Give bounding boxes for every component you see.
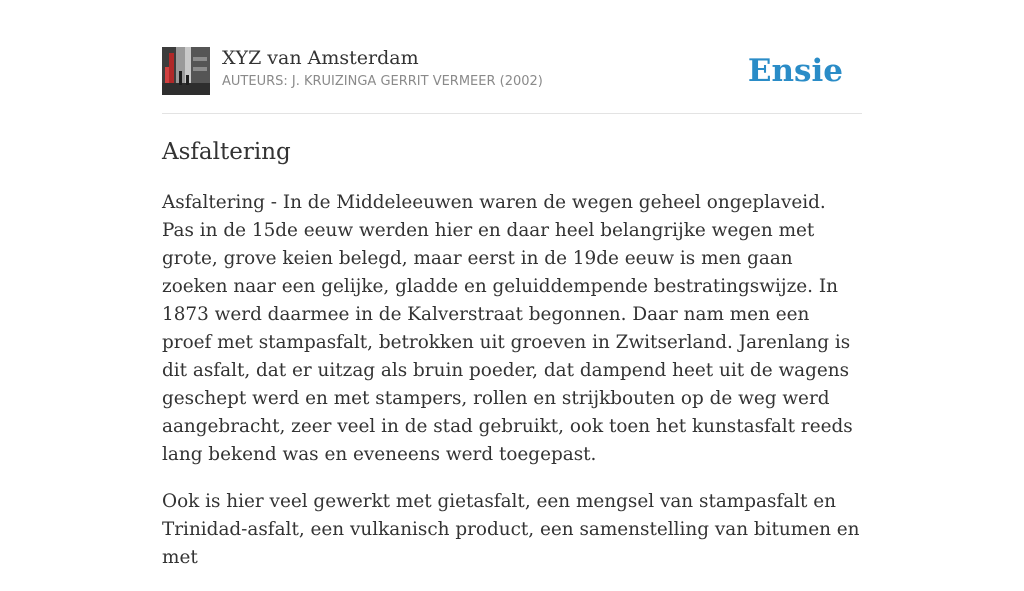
entry-title: Asfaltering: [162, 139, 291, 165]
book-cover-image: [162, 47, 210, 95]
book-cover-avatar[interactable]: [162, 47, 210, 95]
entry-paragraph: Ook is hier veel gewerkt met gietasfalt, een mengsel van stampasfalt en Trinidad-asfalt, een vulkanisch product, een samenstelling van bitumen en met: [162, 491, 860, 568]
book-title[interactable]: XYZ van Amsterdam: [222, 47, 419, 69]
entry-body: [162, 189, 862, 591]
book-authors: AUTEURS: J. KRUIZINGA GERRIT VERMEER (2002): [222, 74, 543, 89]
book-header: [162, 46, 862, 96]
ensie-logo[interactable]: Ensie: [747, 53, 843, 89]
header-divider: [162, 113, 862, 114]
entry-paragraph: Asfaltering - In de Middeleeuwen waren de wegen geheel ongeplaveid. Pas in de 15de eeuw werden hier en daar heel belangrijke wegen met grote, grove keien belegd, maar eerst in de 19de eeuw is men gaan zoeken naar een gelijke, gladde en geluiddempende bestratingswijze. In 1873 werd daarmee in de Kalverstraat begonnen. Daar nam men een proef met stampasfalt, betrokken uit groeven in Zwitserland. Jarenlang is dit asfalt, dat er uitzag als bruin poeder, dat dampend heet uit de wagens geschept werd en met stampers, rollen en strijkbouten op de weg werd aangebracht, zeer veel in de stad gebruikt, ook toen het kunstasfalt reeds lang bekend was en eveneens werd toegepast.: [162, 192, 853, 465]
